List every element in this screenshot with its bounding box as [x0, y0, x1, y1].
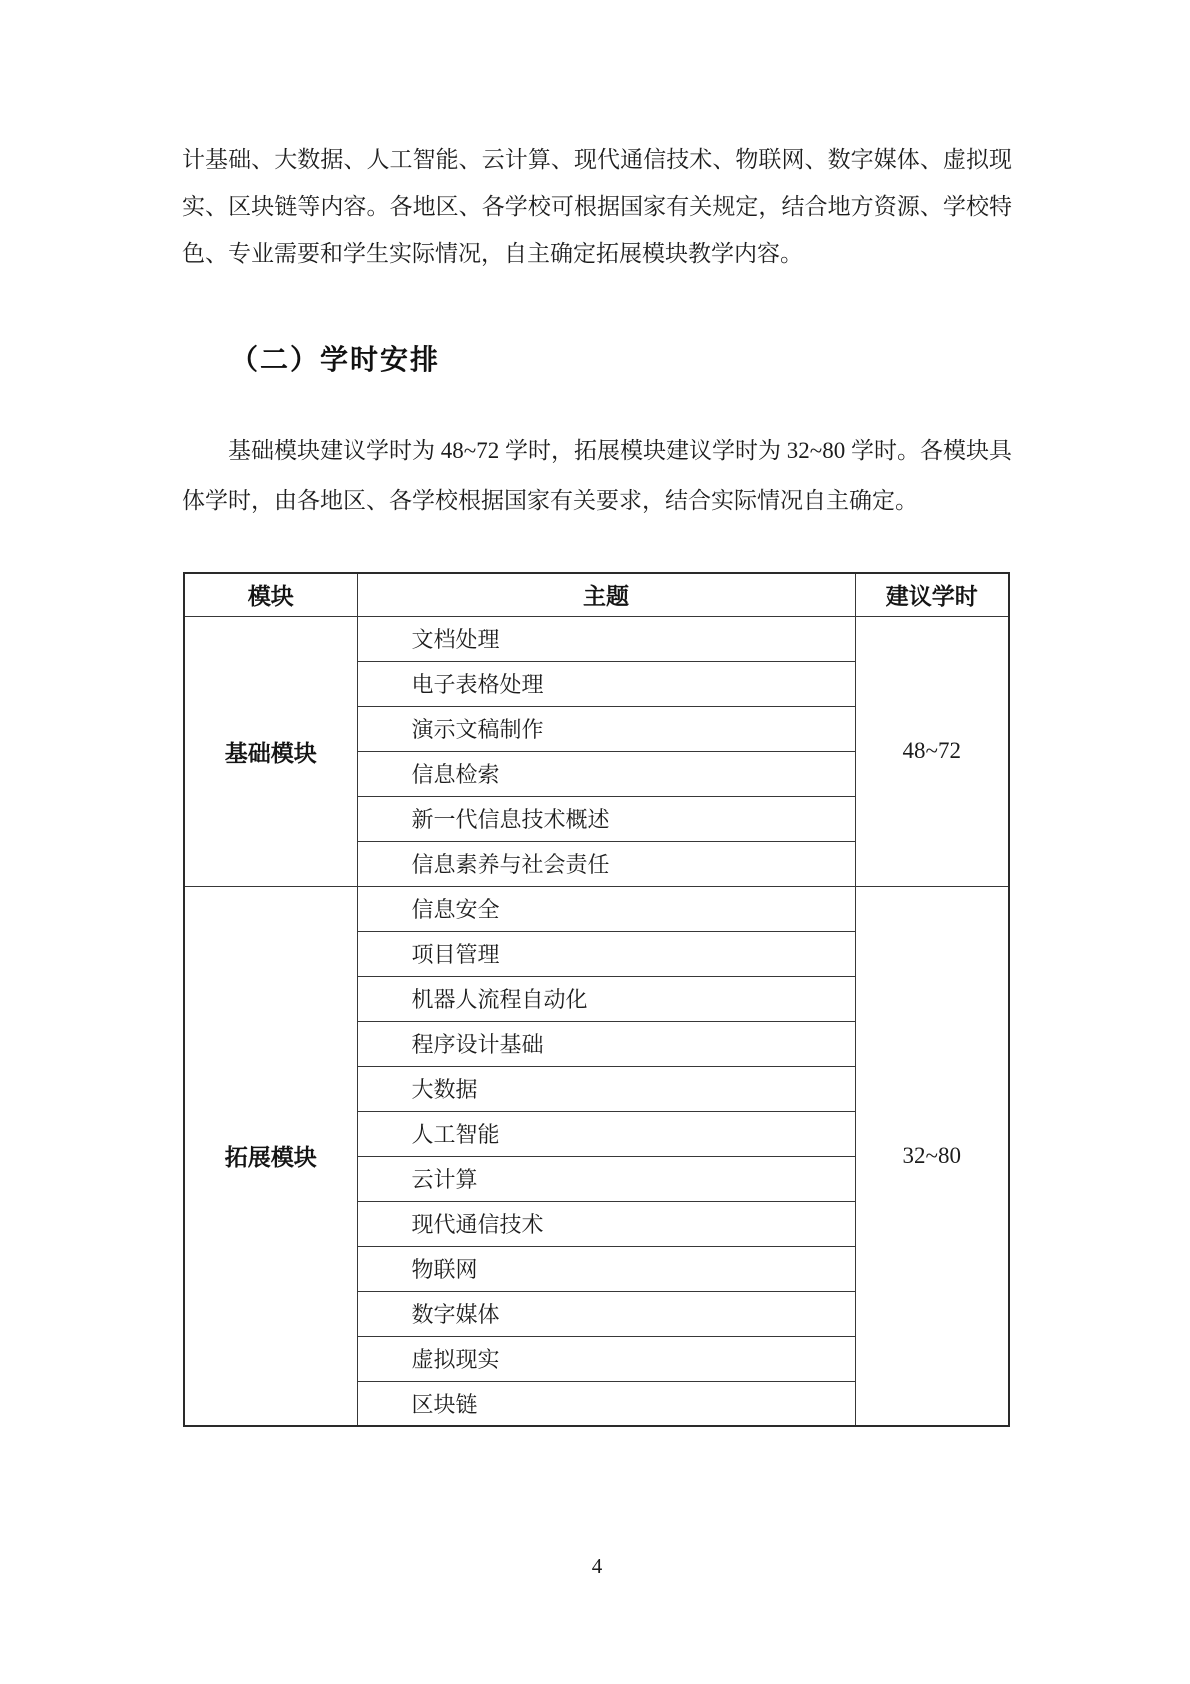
topic-cell: 虚拟现实 — [357, 1336, 855, 1381]
topic-cell: 云计算 — [357, 1156, 855, 1201]
page-number: 4 — [591, 1554, 603, 1578]
section-heading: （二）学时安排 — [230, 345, 441, 376]
table-header-row — [184, 573, 1009, 616]
topic-cell: 信息素养与社会责任 — [357, 841, 855, 886]
table-row — [184, 886, 1009, 931]
hours-cell: 48~72 — [855, 616, 1009, 886]
topic-cell: 项目管理 — [357, 931, 855, 976]
topic-cell: 新一代信息技术概述 — [357, 796, 855, 841]
col-header-topic: 主题 — [357, 573, 855, 616]
module-hours-table — [183, 572, 1010, 1427]
topic-cell: 大数据 — [357, 1066, 855, 1111]
hours-cell: 32~80 — [855, 886, 1009, 1426]
table-row — [184, 616, 1009, 661]
topic-cell: 演示文稿制作 — [357, 706, 855, 751]
module-cell: 拓展模块 — [184, 886, 357, 1426]
topic-cell: 物联网 — [357, 1246, 855, 1291]
module-cell: 基础模块 — [184, 616, 357, 886]
topic-cell: 机器人流程自动化 — [357, 976, 855, 1021]
topic-cell: 信息安全 — [357, 886, 855, 931]
topic-cell: 文档处理 — [357, 616, 855, 661]
body-paragraph-hours: 基础模块建议学时为 48~72 学时，拓展模块建议学时为 32~80 学时。各模块具体学时，由各地区、各学校根据国家有关要求，结合实际情况自主确定。 — [182, 438, 1012, 513]
topic-cell: 人工智能 — [357, 1111, 855, 1156]
topic-cell: 区块链 — [357, 1381, 855, 1426]
topic-cell: 现代通信技术 — [357, 1201, 855, 1246]
topic-cell: 信息检索 — [357, 751, 855, 796]
col-header-module: 模块 — [184, 573, 357, 616]
body-paragraph-continuation: 计基础、大数据、人工智能、云计算、现代通信技术、物联网、数字媒体、虚拟现实、区块链等内容。各地区、各学校可根据国家有关规定，结合地方资源、学校特色、专业需要和学生实际情况，自主确定拓展模块教学内容。 — [182, 147, 1012, 266]
topic-cell: 数字媒体 — [357, 1291, 855, 1336]
col-header-hours: 建议学时 — [855, 573, 1009, 616]
topic-cell: 程序设计基础 — [357, 1021, 855, 1066]
topic-cell: 电子表格处理 — [357, 661, 855, 706]
